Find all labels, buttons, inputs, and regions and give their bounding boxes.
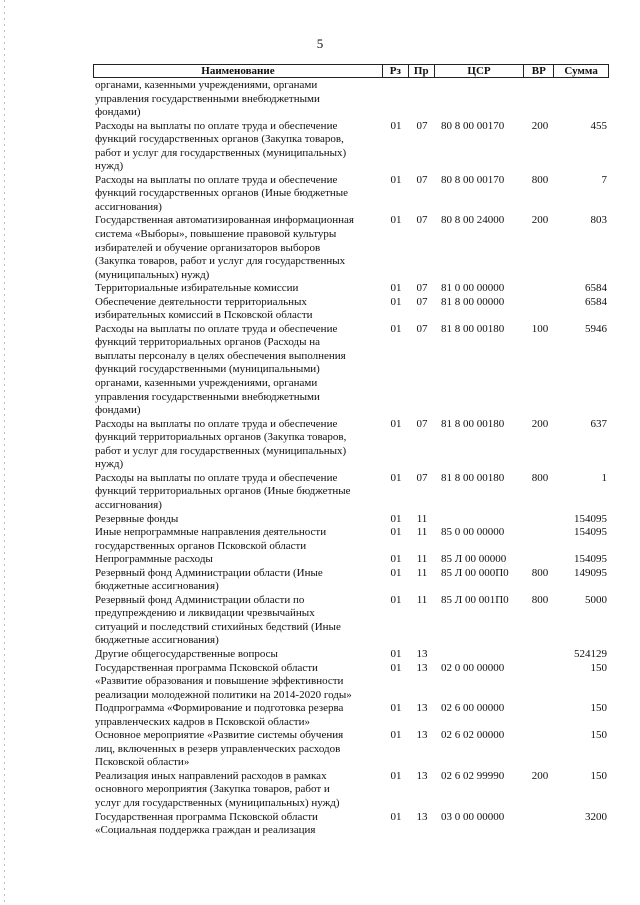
row-csr: 80 8 00 24000 <box>441 214 505 227</box>
row-sum: 803 <box>590 214 607 227</box>
row-sum: 5000 <box>585 593 607 606</box>
table-row <box>93 811 609 838</box>
row-csr: 81 8 00 00180 <box>441 322 505 335</box>
row-sum: 154095 <box>574 553 607 566</box>
row-name-line: функций государственных органов (Иные бюджетные <box>95 187 349 200</box>
row-pr: 07 <box>416 417 428 430</box>
table-row <box>93 79 609 120</box>
row-name <box>93 729 383 770</box>
row-csr: 02 6 02 99990 <box>441 769 505 782</box>
row-name-line: государственных органов Псковской области <box>95 539 307 552</box>
row-name <box>93 296 383 323</box>
row-name-line: Государственная программа Псковской области <box>95 661 318 674</box>
row-sum: 150 <box>590 729 607 742</box>
table-row <box>93 418 609 472</box>
row-name-line: работ и услуг для государственных (муниципальных) <box>95 146 347 159</box>
row-name-line: Расходы на выплаты по оплате труда и обеспечение <box>95 322 338 335</box>
row-vr: 200 <box>531 214 549 227</box>
row-csr: 03 0 00 00000 <box>441 810 505 823</box>
table-row <box>93 472 609 513</box>
row-rz: 01 <box>390 702 402 715</box>
row-sum: 7 <box>601 173 607 186</box>
header-rz: Рз <box>383 65 409 77</box>
table-row <box>93 214 609 282</box>
row-sum: 455 <box>590 119 607 132</box>
row-rz: 01 <box>390 471 402 484</box>
row-name-line: Непрограммные расходы <box>95 553 213 566</box>
row-name <box>93 702 383 729</box>
row-rz: 01 <box>390 282 402 295</box>
row-name-line: Псковской области» <box>95 756 190 769</box>
row-csr: 81 8 00 00000 <box>441 295 505 308</box>
row-name-line: Расходы на выплаты по оплате труда и обеспечение <box>95 119 338 132</box>
table-row <box>93 770 609 811</box>
row-pr: 07 <box>416 173 428 186</box>
table-row <box>93 120 609 174</box>
row-name-line: функций территориальных органов (Закупка товаров, <box>95 431 347 444</box>
row-name-line: лиц, включенных в резерв управленческих расходов <box>95 742 341 755</box>
row-name <box>93 567 383 594</box>
row-rz: 01 <box>390 214 402 227</box>
row-vr: 800 <box>531 593 549 606</box>
table-row <box>93 702 609 729</box>
row-name-line: фондами) <box>95 404 141 417</box>
row-rz: 01 <box>390 417 402 430</box>
row-sum: 154095 <box>574 512 607 525</box>
header-pr: Пр <box>409 65 435 77</box>
row-name <box>93 648 383 662</box>
row-name-line: (муниципальных) нужд) <box>95 268 210 281</box>
row-rz: 01 <box>390 566 402 579</box>
row-name-line: бюджетные ассигнования) <box>95 580 219 593</box>
table-row <box>93 174 609 215</box>
scan-edge <box>4 0 5 905</box>
header-csr: ЦСР <box>435 65 525 77</box>
header-name: Наименование <box>94 65 383 77</box>
row-name <box>93 282 383 296</box>
row-name-line: органами, казенными учреждениями, органами <box>95 79 318 91</box>
row-pr: 07 <box>416 282 428 295</box>
row-rz: 01 <box>390 119 402 132</box>
row-name <box>93 526 383 553</box>
row-vr: 200 <box>531 769 549 782</box>
table-body <box>93 79 609 838</box>
row-sum: 3200 <box>585 810 607 823</box>
row-vr: 800 <box>531 566 549 579</box>
table-row <box>93 323 609 418</box>
row-sum: 150 <box>590 661 607 674</box>
row-pr: 11 <box>416 566 428 579</box>
row-csr: 81 8 00 00180 <box>441 417 505 430</box>
row-name <box>93 594 383 648</box>
row-rz: 01 <box>390 526 402 539</box>
row-name-line: бюджетные ассигнования) <box>95 634 219 647</box>
row-name-line: выплаты персоналу в целях обеспечения выполнения <box>95 349 346 362</box>
row-name <box>93 513 383 527</box>
row-pr: 11 <box>416 593 428 606</box>
row-vr: 800 <box>531 471 549 484</box>
row-pr: 13 <box>416 769 428 782</box>
row-name-line: избирателей и обучение организаторов выборов <box>95 241 321 254</box>
row-sum: 1 <box>601 471 607 484</box>
row-rz: 01 <box>390 810 402 823</box>
row-rz: 01 <box>390 647 402 660</box>
row-sum: 524129 <box>574 647 607 660</box>
row-rz: 01 <box>390 729 402 742</box>
page-number: 5 <box>316 36 324 51</box>
row-name-line: фондами) <box>95 106 141 119</box>
row-name <box>93 214 383 282</box>
row-name-line: Подпрограмма «Формирование и подготовка резерва <box>95 702 344 715</box>
row-csr: 80 8 00 00170 <box>441 173 505 186</box>
row-name-line: «Социальная поддержка граждан и реализация <box>95 824 316 837</box>
row-sum: 150 <box>590 702 607 715</box>
row-pr: 07 <box>416 471 428 484</box>
row-rz: 01 <box>390 295 402 308</box>
row-name-line: ассигнования) <box>95 498 162 511</box>
row-csr: 85 Л 00 000П0 <box>441 566 509 579</box>
row-name-line: основного мероприятия (Закупка товаров, работ и <box>95 783 330 796</box>
row-name <box>93 120 383 174</box>
row-name-line: органами, казенными учреждениями, органами <box>95 377 318 390</box>
row-name-line: реализации молодежной политики на 2014-2020 годы» <box>95 688 352 701</box>
row-csr: 02 0 00 00000 <box>441 661 505 674</box>
row-name-line: управления государственными внебюджетными <box>95 92 320 105</box>
row-name-line: Государственная автоматизированная информационная <box>95 214 354 227</box>
row-csr: 85 Л 00 00000 <box>441 553 507 566</box>
row-name-line: предупреждению и ликвидации чрезвычайных <box>95 607 315 620</box>
row-name-line: Расходы на выплаты по оплате труда и обеспечение <box>95 417 338 430</box>
row-name-line: ассигнования) <box>95 200 162 213</box>
row-vr: 200 <box>531 417 549 430</box>
table-row <box>93 553 609 567</box>
row-name <box>93 174 383 215</box>
row-name-line: нужд) <box>95 160 124 173</box>
row-pr: 11 <box>416 553 428 566</box>
row-name <box>93 418 383 472</box>
row-name-line: Государственная программа Псковской области <box>95 810 318 823</box>
row-pr: 13 <box>416 647 428 660</box>
row-pr: 13 <box>416 810 428 823</box>
row-pr: 11 <box>416 512 428 525</box>
row-name-line: Расходы на выплаты по оплате труда и обеспечение <box>95 471 338 484</box>
row-name-line: система «Выборы», повышение правовой культуры <box>95 228 337 241</box>
row-csr: 81 0 00 00000 <box>441 282 505 295</box>
row-name-line: управленческих кадров в Псковской области» <box>95 715 310 728</box>
row-vr: 800 <box>531 173 549 186</box>
table-header <box>93 64 609 78</box>
row-name-line: Резервные фонды <box>95 512 179 525</box>
table-row <box>93 513 609 527</box>
row-name-line: функций государственными (муниципальными) <box>95 363 320 376</box>
row-csr: 81 8 00 00180 <box>441 471 505 484</box>
row-csr: 02 6 02 00000 <box>441 729 505 742</box>
row-csr: 80 8 00 00170 <box>441 119 505 132</box>
row-pr: 13 <box>416 702 428 715</box>
row-vr: 100 <box>531 322 549 335</box>
row-name-line: функций территориальных органов (Расходы на <box>95 336 321 349</box>
table-row <box>93 648 609 662</box>
row-pr: 13 <box>416 729 428 742</box>
table-row <box>93 662 609 703</box>
row-rz: 01 <box>390 593 402 606</box>
row-name-line: работ и услуг для государственных (муниципальных) <box>95 444 347 457</box>
row-name-line: Обеспечение деятельности территориальных <box>95 295 307 308</box>
row-pr: 07 <box>416 119 428 132</box>
row-name <box>93 553 383 567</box>
row-vr: 200 <box>531 119 549 132</box>
row-rz: 01 <box>390 512 402 525</box>
row-name <box>93 770 383 811</box>
row-name-line: Территориальные избирательные комиссии <box>95 282 299 295</box>
row-pr: 07 <box>416 295 428 308</box>
row-pr: 11 <box>416 526 428 539</box>
row-name-line: Другие общегосударственные вопросы <box>95 647 278 660</box>
row-sum: 5946 <box>585 322 607 335</box>
row-name-line: (Закупка товаров, работ и услуг для государственных <box>95 255 346 268</box>
table-row <box>93 296 609 323</box>
table-row <box>93 526 609 553</box>
row-name <box>93 323 383 418</box>
row-name-line: Резервный фонд Администрации области (Иные <box>95 566 323 579</box>
row-rz: 01 <box>390 553 402 566</box>
row-pr: 13 <box>416 661 428 674</box>
row-csr: 02 6 00 00000 <box>441 702 505 715</box>
table-row <box>93 729 609 770</box>
row-name-line: Иные непрограммные направления деятельности <box>95 526 327 539</box>
row-name-line: Основное мероприятие «Развитие системы обучения <box>95 729 344 742</box>
row-name-line: Резервный фонд Администрации области по <box>95 593 305 606</box>
row-rz: 01 <box>390 173 402 186</box>
row-sum: 6584 <box>585 282 607 295</box>
row-rz: 01 <box>390 322 402 335</box>
header-sum: Сумма <box>564 65 598 77</box>
row-name-line: управления государственными внебюджетными <box>95 390 320 403</box>
row-name-line: услуг для государственных (муниципальных) нужд) <box>95 796 340 809</box>
row-sum: 150 <box>590 769 607 782</box>
row-rz: 01 <box>390 661 402 674</box>
row-pr: 07 <box>416 322 428 335</box>
row-pr: 07 <box>416 214 428 227</box>
row-name <box>93 811 383 838</box>
table-row <box>93 594 609 648</box>
row-name <box>93 79 383 120</box>
table-row <box>93 567 609 594</box>
row-name-line: «Развитие образования и повышение эффективности <box>95 675 344 688</box>
row-name-line: функций государственных органов (Закупка товаров, <box>95 133 344 146</box>
row-name <box>93 662 383 703</box>
row-sum: 149095 <box>574 566 607 579</box>
row-sum: 637 <box>590 417 607 430</box>
row-name-line: избирательных комиссий в Псковской области <box>95 309 313 322</box>
row-sum: 6584 <box>585 295 607 308</box>
row-name <box>93 472 383 513</box>
row-name-line: функций территориальных органов (Иные бюджетные <box>95 485 351 498</box>
row-name-line: Реализация иных направлений расходов в рамках <box>95 769 327 782</box>
row-csr: 85 0 00 00000 <box>441 526 505 539</box>
header-vr: ВР <box>524 65 554 77</box>
row-name-line: Расходы на выплаты по оплате труда и обеспечение <box>95 173 338 186</box>
row-rz: 01 <box>390 769 402 782</box>
row-name-line: нужд) <box>95 458 124 471</box>
row-csr: 85 Л 00 001П0 <box>441 593 509 606</box>
table-row <box>93 282 609 296</box>
row-name-line: ситуаций и последствий стихийных бедствий (Иные <box>95 620 341 633</box>
row-sum: 154095 <box>574 526 607 539</box>
